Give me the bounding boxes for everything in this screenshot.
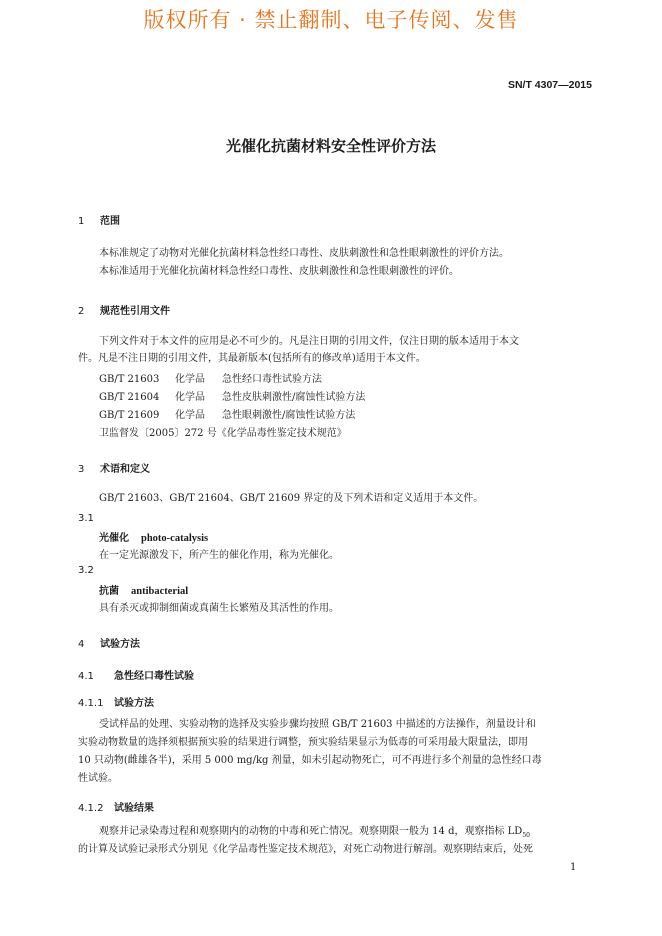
paragraph: 的计算及试验记录形式分别见《化学品毒性鉴定技术规范》，对死亡动物进行解剖。观察期结束后，处死 [78,844,533,855]
paragraph: GB/T 21603、GB/T 21604、GB/T 21609 界定的及下列术语和定义适用于本文件。 [99,493,484,504]
section-number: 4.1.1 [78,698,104,709]
section-number: 1 [78,216,85,227]
term-english: antibacterial [131,586,189,597]
paragraph: 下列文件对于本文件的应用是必不可少的。凡是注日期的引用文件，仅注日期的版本适用于本文 [99,336,519,347]
page-number: 1 [570,862,577,873]
paragraph: 受试样品的处理、实验动物的选择及实验步骤均按照 GB/T 21603 中描述的方法操作，剂量设计和 [99,719,536,730]
section-title: 术语和定义 [100,464,150,475]
reference-code: GB/T 21603 [99,374,160,385]
reference-item: 卫监督发〔2005〕272 号《化学品毒性鉴定技术规范》 [99,428,347,439]
section-title: 试验方法 [114,698,154,709]
section-4-1-2-heading [78,799,154,814]
paragraph: 性试验。 [78,773,118,784]
section-number: 3 [78,464,85,475]
section-2-heading [78,302,170,317]
section-title: 规范性引用文件 [100,306,170,317]
term-english: photo-catalysis [141,533,209,544]
term-definition: 在一定光源激发下，所产生的催化作用，称为光催化。 [99,550,339,561]
reference-item [99,406,355,421]
reference-name: 急性经口毒性试验方法 [222,374,322,385]
section-number: 4.1.2 [78,803,104,814]
term-entry [99,529,208,544]
section-number: 2 [78,306,85,317]
section-number: 4 [78,639,85,650]
section-title: 试验方法 [100,639,140,650]
reference-code: GB/T 21604 [99,392,160,403]
paragraph: 10 只动物(雌雄各半)，采用 5 000 mg/kg 剂量，如未引起动物死亡，可不再进行多个剂量的急性经口毒 [78,755,542,766]
section-title: 急性经口毒性试验 [114,671,194,682]
term-chinese: 光催化 [99,533,129,544]
standard-code: SN/T 4307—2015 [507,79,592,91]
copyright-banner: 版权所有 · 禁止翻制、电子传阅、发售 [143,8,519,32]
section-4-heading [78,635,140,650]
section-title: 试验结果 [114,803,154,814]
term-definition: 具有杀灭或抑制细菌或真菌生长繁殖及其活性的作用。 [99,603,339,614]
paragraph: 本标准规定了动物对光催化抗菌材料急性经口毒性、皮肤刺激性和急性眼刺激性的评价方法。 [99,248,509,259]
section-3-heading [78,460,150,475]
term-entry [99,582,188,597]
paragraph: 实验动物数量的选择须根据预实验的结果进行调整，预实验结果显示为低毒的可采用最大限量法，即用 [78,737,528,748]
term-number: 3.1 [78,513,94,524]
reference-name: 急性眼刺激性/腐蚀性试验方法 [222,410,356,421]
reference-name: 急性皮肤刺激性/腐蚀性试验方法 [222,392,366,403]
reference-category: 化学品 [175,374,205,385]
reference-item [99,388,365,403]
section-4-1-1-heading [78,694,154,709]
section-4-1-heading [78,667,194,682]
paragraph: 本标准适用于光催化抗菌材料急性经口毒性、皮肤刺激性和急性眼刺激性的评价。 [99,266,459,277]
section-1-heading [78,212,120,227]
document-title: 光催化抗菌材料安全性评价方法 [225,137,436,155]
ld50-subscript: 50 [522,832,530,839]
reference-category: 化学品 [175,392,205,403]
term-chinese: 抗菌 [99,586,119,597]
reference-item [99,370,322,385]
section-title: 范围 [100,216,120,227]
reference-code: GB/T 21609 [99,410,160,421]
section-number: 4.1 [78,671,94,682]
term-number: 3.2 [78,565,94,576]
reference-category: 化学品 [175,410,205,421]
paragraph-text: 观察并记录染毒过程和观察期内的动物的中毒和死亡情况。观察期限一般为 14 d，观察指标 LD [99,826,523,837]
paragraph: 件。凡是不注日期的引用文件，其最新版本(包括所有的修改单)适用于本文件。 [78,353,426,364]
